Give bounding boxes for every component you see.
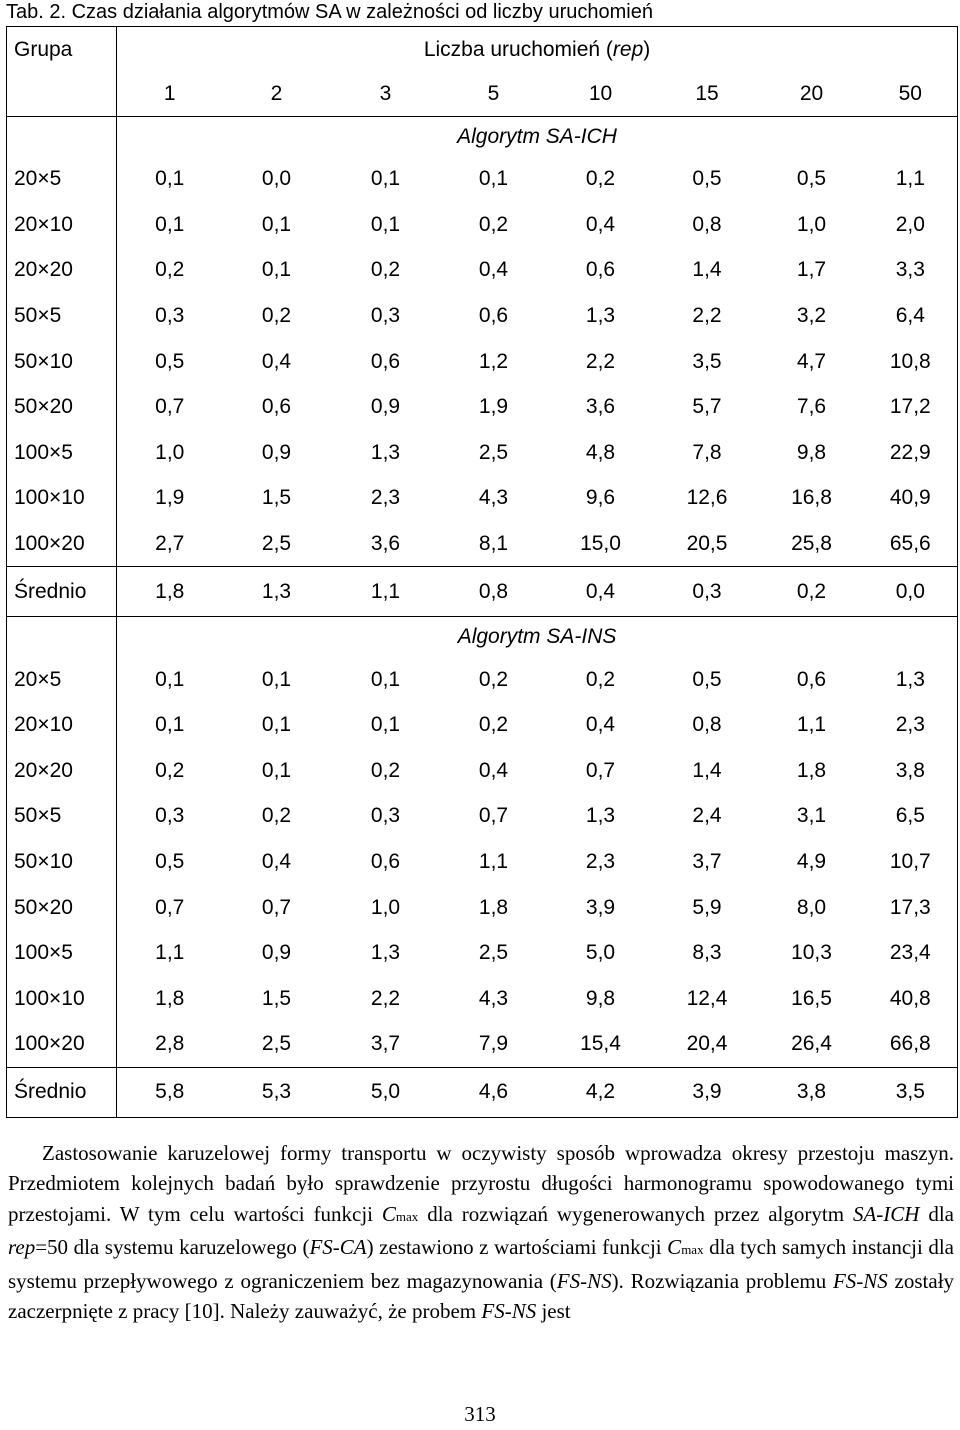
value-cell: 3,5 bbox=[692, 349, 722, 373]
value-cell: 23,4 bbox=[864, 930, 958, 976]
table-row bbox=[7, 384, 958, 430]
value-cell: 0,5 bbox=[796, 167, 827, 191]
value-cell: 0,0 bbox=[261, 167, 292, 191]
value-cell: 1,3 bbox=[585, 804, 616, 828]
average-label: Średnio bbox=[7, 567, 117, 617]
group-label: 100×10 bbox=[7, 476, 117, 522]
value-cell: 1,3 bbox=[864, 657, 958, 703]
fs-ns-label: FS-NS bbox=[832, 1268, 888, 1293]
value-cell: 1,8 bbox=[478, 895, 509, 919]
table-caption: Tab. 2. Czas działania algorytmów SA w zależności od liczby uruchomień bbox=[6, 1, 653, 23]
table-row bbox=[7, 1022, 958, 1068]
value-cell: 10,3 bbox=[791, 941, 832, 965]
group-label: 50×20 bbox=[7, 885, 117, 931]
table-row bbox=[7, 202, 958, 248]
rep-value: 50 bbox=[864, 73, 958, 117]
table-row bbox=[7, 657, 958, 703]
value-cell: 1,4 bbox=[692, 758, 722, 782]
value-cell: 0,4 bbox=[261, 850, 292, 874]
rep-value: 15 bbox=[695, 82, 719, 106]
cmax-symbol: C bbox=[667, 1235, 682, 1260]
header-row-2 bbox=[7, 73, 958, 117]
value-cell: 2,2 bbox=[585, 349, 616, 373]
value-cell: 0,1 bbox=[117, 157, 223, 203]
group-label: 20×5 bbox=[7, 657, 117, 703]
value-cell: 1,1 bbox=[864, 157, 958, 203]
value-cell: 0,7 bbox=[117, 384, 223, 430]
body-text bbox=[8, 1138, 954, 1326]
group-label: 100×5 bbox=[7, 430, 117, 476]
rep-value: 1 bbox=[117, 73, 223, 117]
table-row bbox=[7, 976, 958, 1022]
average-value: 0,3 bbox=[655, 567, 760, 617]
value-cell: 12,6 bbox=[686, 486, 728, 510]
value-cell: 3,7 bbox=[370, 1032, 401, 1056]
value-cell: 10,7 bbox=[864, 839, 958, 885]
value-cell: 0,6 bbox=[370, 850, 401, 874]
value-cell: 0,5 bbox=[692, 667, 722, 691]
value-cell: 66,8 bbox=[864, 1022, 958, 1068]
text-run: ) zestawiono z wartościami funkcji bbox=[366, 1235, 662, 1260]
group-label: 20×20 bbox=[7, 748, 117, 794]
value-cell: 3,1 bbox=[796, 804, 827, 828]
paragraph bbox=[8, 1138, 954, 1326]
group-label: 50×10 bbox=[7, 839, 117, 885]
rep-value: 2 bbox=[270, 82, 283, 106]
value-cell: 9,6 bbox=[585, 486, 616, 510]
value-cell: 1,0 bbox=[796, 212, 827, 236]
value-cell: 0,2 bbox=[585, 167, 616, 191]
value-cell: 2,3 bbox=[864, 702, 958, 748]
text-run: dla bbox=[928, 1201, 954, 1226]
value-cell: 2,2 bbox=[370, 986, 401, 1010]
algorithm-name: SA-ICH bbox=[852, 1201, 920, 1226]
value-cell: 26,4 bbox=[791, 1032, 832, 1056]
value-cell: 0,9 bbox=[261, 440, 292, 464]
average-value: 5,3 bbox=[223, 1067, 331, 1117]
value-cell: 1,0 bbox=[370, 895, 401, 919]
average-value: 0,8 bbox=[441, 567, 547, 617]
text-run: zostały zaczerpnięte z pracy [10]. Należy zauważyć, że probem bbox=[8, 1268, 955, 1324]
value-cell: 3,6 bbox=[585, 395, 616, 419]
rep-value: 5 bbox=[487, 82, 500, 106]
value-cell: 17,2 bbox=[864, 384, 958, 430]
value-cell: 0,4 bbox=[478, 258, 509, 282]
group-label: 100×5 bbox=[7, 930, 117, 976]
table-row bbox=[7, 794, 958, 840]
value-cell: 0,2 bbox=[585, 667, 616, 691]
value-cell: 5,9 bbox=[692, 895, 722, 919]
value-cell: 12,4 bbox=[686, 986, 728, 1010]
value-cell: 0,5 bbox=[117, 339, 223, 385]
value-cell: 0,3 bbox=[117, 794, 223, 840]
value-cell: 0,4 bbox=[585, 212, 616, 236]
value-cell: 0,7 bbox=[585, 758, 616, 782]
value-cell: 0,1 bbox=[370, 713, 401, 737]
value-cell: 1,5 bbox=[261, 486, 292, 510]
group-label: 20×10 bbox=[7, 702, 117, 748]
value-cell: 10,8 bbox=[864, 339, 958, 385]
value-cell: 4,7 bbox=[796, 349, 827, 373]
value-cell: 1,5 bbox=[261, 986, 292, 1010]
value-cell: 2,0 bbox=[864, 202, 958, 248]
value-cell: 0,4 bbox=[261, 349, 292, 373]
value-cell: 4,3 bbox=[478, 486, 509, 510]
average-value: 5,0 bbox=[331, 1067, 441, 1117]
rep-value: 20 bbox=[799, 82, 824, 106]
value-cell: 0,1 bbox=[261, 258, 292, 282]
value-cell: 0,6 bbox=[585, 258, 616, 282]
value-cell: 0,1 bbox=[117, 702, 223, 748]
table-row bbox=[7, 293, 958, 339]
group-spacer bbox=[7, 117, 117, 157]
average-label: Średnio bbox=[7, 1067, 117, 1117]
average-value: 3,9 bbox=[655, 1067, 760, 1117]
value-cell: 0,1 bbox=[261, 713, 292, 737]
value-cell: 0,1 bbox=[117, 657, 223, 703]
value-cell: 2,7 bbox=[117, 521, 223, 567]
average-value: 1,8 bbox=[117, 567, 223, 617]
value-cell: 2,3 bbox=[585, 850, 616, 874]
value-cell: 0,2 bbox=[261, 804, 292, 828]
fs-ns-label: FS-NS bbox=[481, 1299, 537, 1324]
group-label: 100×20 bbox=[7, 1022, 117, 1068]
value-cell: 4,9 bbox=[796, 850, 827, 874]
table-row bbox=[7, 930, 958, 976]
value-cell: 7,6 bbox=[796, 395, 827, 419]
group-header: Grupa bbox=[7, 27, 117, 73]
value-cell: 20,4 bbox=[686, 1032, 728, 1056]
value-cell: 2,5 bbox=[478, 941, 509, 965]
group-header-spacer bbox=[7, 73, 117, 117]
average-value: 3,8 bbox=[760, 1067, 864, 1117]
value-cell: 0,8 bbox=[692, 212, 722, 236]
value-cell: 0,3 bbox=[370, 304, 401, 328]
value-cell: 1,2 bbox=[478, 349, 509, 373]
value-cell: 3,9 bbox=[585, 895, 616, 919]
value-cell: 0,7 bbox=[261, 895, 292, 919]
value-cell: 3,3 bbox=[864, 248, 958, 294]
group-label: 50×20 bbox=[7, 384, 117, 430]
group-label: 100×20 bbox=[7, 521, 117, 567]
group-label: 20×20 bbox=[7, 248, 117, 294]
value-cell: 3,2 bbox=[796, 304, 827, 328]
value-cell: 16,5 bbox=[791, 986, 832, 1010]
value-cell: 0,6 bbox=[370, 349, 401, 373]
value-cell: 0,1 bbox=[261, 758, 292, 782]
value-cell: 5,7 bbox=[692, 395, 722, 419]
value-cell: 8,0 bbox=[796, 895, 827, 919]
value-cell: 0,1 bbox=[478, 167, 509, 191]
value-cell: 9,8 bbox=[585, 986, 616, 1010]
value-cell: 1,1 bbox=[117, 930, 223, 976]
value-cell: 1,0 bbox=[117, 430, 223, 476]
fs-ns-label: FS-NS bbox=[556, 1268, 612, 1293]
rep-value: 3 bbox=[379, 82, 392, 106]
text-run: jest bbox=[541, 1299, 571, 1324]
value-cell: 65,6 bbox=[864, 521, 958, 567]
page-number: 313 bbox=[464, 1402, 496, 1426]
runs-header: Liczba uruchomień (rep) bbox=[117, 27, 958, 73]
value-cell: 22,9 bbox=[864, 430, 958, 476]
text-run: dla rozwiązań wygenerowanych przez algorytm bbox=[427, 1201, 845, 1226]
text-run: Zastosowanie karuzelowej formy transportu w oczywisty sposób wprowadza okresy przestoju maszyn. Przedmiotem kolejnych badań było sprawdzenie przyrostu długości harmonogramu spowodowanego tymi przestojami. W tym celu wartości funkcji bbox=[8, 1141, 954, 1226]
value-cell: 8,1 bbox=[478, 531, 509, 555]
cmax-subscript: max bbox=[395, 1208, 419, 1224]
value-cell: 0,1 bbox=[370, 167, 401, 191]
average-value: 3,5 bbox=[864, 1067, 958, 1117]
group-label: 50×10 bbox=[7, 339, 117, 385]
average-value: 0,0 bbox=[864, 567, 958, 617]
value-cell: 1,4 bbox=[692, 258, 722, 282]
value-cell: 4,8 bbox=[585, 440, 616, 464]
value-cell: 7,8 bbox=[692, 440, 722, 464]
cmax-subscript: max bbox=[681, 1242, 704, 1258]
section-title-row bbox=[7, 617, 958, 657]
table-row bbox=[7, 248, 958, 294]
table-row bbox=[7, 885, 958, 931]
value-cell: 1,9 bbox=[117, 476, 223, 522]
average-value: 0,2 bbox=[760, 567, 864, 617]
value-cell: 0,5 bbox=[117, 839, 223, 885]
table-row bbox=[7, 339, 958, 385]
value-cell: 40,8 bbox=[864, 976, 958, 1022]
value-cell: 3,7 bbox=[692, 850, 722, 874]
header-row-1 bbox=[7, 27, 958, 73]
average-value: 0,4 bbox=[547, 567, 655, 617]
value-cell: 1,9 bbox=[478, 395, 509, 419]
value-cell: 1,1 bbox=[796, 713, 827, 737]
value-cell: 0,3 bbox=[370, 804, 401, 828]
value-cell: 8,3 bbox=[692, 941, 722, 965]
group-label: 50×5 bbox=[7, 794, 117, 840]
value-cell: 0,2 bbox=[261, 304, 292, 328]
value-cell: 0,1 bbox=[261, 212, 292, 236]
table-row bbox=[7, 476, 958, 522]
value-cell: 1,3 bbox=[585, 304, 616, 328]
value-cell: 2,3 bbox=[370, 486, 401, 510]
average-value: 4,2 bbox=[547, 1067, 655, 1117]
table-row bbox=[7, 430, 958, 476]
value-cell: 0,2 bbox=[117, 248, 223, 294]
value-cell: 0,7 bbox=[478, 804, 509, 828]
value-cell: 1,3 bbox=[370, 941, 401, 965]
value-cell: 0,1 bbox=[370, 667, 401, 691]
value-cell: 0,5 bbox=[692, 167, 722, 191]
value-cell: 0,2 bbox=[370, 258, 401, 282]
table-row bbox=[7, 157, 958, 203]
value-cell: 0,2 bbox=[370, 758, 401, 782]
value-cell: 0,7 bbox=[117, 885, 223, 931]
value-cell: 0,2 bbox=[478, 713, 509, 737]
value-cell: 0,9 bbox=[370, 395, 401, 419]
average-value: 1,1 bbox=[331, 567, 441, 617]
group-label: 50×5 bbox=[7, 293, 117, 339]
value-cell: 1,1 bbox=[478, 850, 509, 874]
value-cell: 2,8 bbox=[117, 1022, 223, 1068]
value-cell: 1,7 bbox=[796, 258, 827, 282]
group-label: 20×10 bbox=[7, 202, 117, 248]
table-row bbox=[7, 702, 958, 748]
value-cell: 3,6 bbox=[370, 531, 401, 555]
value-cell: 40,9 bbox=[864, 476, 958, 522]
section-title: Algorytm SA-ICH bbox=[117, 117, 958, 157]
fs-ca-label: FS-CA bbox=[309, 1235, 367, 1260]
value-cell: 17,3 bbox=[864, 885, 958, 931]
value-cell: 0,4 bbox=[478, 758, 509, 782]
value-cell: 9,8 bbox=[796, 440, 827, 464]
value-cell: 15,4 bbox=[580, 1032, 621, 1056]
value-cell: 15,0 bbox=[580, 531, 621, 555]
value-cell: 1,3 bbox=[370, 440, 401, 464]
text-run: ). Rozwiązania problemu bbox=[611, 1268, 827, 1293]
cmax-symbol: C bbox=[381, 1201, 396, 1226]
group-label: 20×5 bbox=[7, 157, 117, 203]
value-cell: 2,5 bbox=[478, 440, 509, 464]
results-table bbox=[6, 26, 958, 1118]
section-title-row bbox=[7, 117, 958, 157]
value-cell: 0,6 bbox=[796, 667, 827, 691]
value-cell: 2,5 bbox=[261, 531, 292, 555]
average-value: 5,8 bbox=[117, 1067, 223, 1117]
table-row bbox=[7, 748, 958, 794]
value-cell: 6,4 bbox=[864, 293, 958, 339]
text-run: =50 dla systemu karuzelowego ( bbox=[35, 1235, 310, 1260]
value-cell: 25,8 bbox=[791, 531, 832, 555]
average-value: 4,6 bbox=[441, 1067, 547, 1117]
group-label: 100×10 bbox=[7, 976, 117, 1022]
value-cell: 2,5 bbox=[261, 1032, 292, 1056]
value-cell: 0,6 bbox=[261, 395, 292, 419]
value-cell: 0,2 bbox=[117, 748, 223, 794]
value-cell: 6,5 bbox=[864, 794, 958, 840]
value-cell: 20,5 bbox=[686, 531, 728, 555]
rep-word: rep bbox=[8, 1235, 36, 1260]
value-cell: 2,4 bbox=[692, 804, 722, 828]
value-cell: 7,9 bbox=[478, 1032, 509, 1056]
value-cell: 1,8 bbox=[796, 758, 827, 782]
value-cell: 3,8 bbox=[864, 748, 958, 794]
value-cell: 0,1 bbox=[117, 202, 223, 248]
value-cell: 0,4 bbox=[585, 713, 616, 737]
value-cell: 0,3 bbox=[117, 293, 223, 339]
value-cell: 0,6 bbox=[478, 304, 509, 328]
average-row bbox=[7, 567, 958, 617]
value-cell: 0,8 bbox=[692, 713, 722, 737]
table-row bbox=[7, 521, 958, 567]
table-row bbox=[7, 839, 958, 885]
average-value: 1,3 bbox=[223, 567, 331, 617]
value-cell: 0,1 bbox=[261, 667, 292, 691]
rep-value: 10 bbox=[588, 82, 613, 106]
group-spacer bbox=[7, 617, 117, 657]
section-title: Algorytm SA-INS bbox=[117, 617, 958, 657]
value-cell: 0,1 bbox=[370, 212, 401, 236]
value-cell: 4,3 bbox=[478, 986, 509, 1010]
text-run: dla tych samych instancji dla systemu przepływowego z ograniczeniem bez magazynowania ( bbox=[8, 1235, 954, 1293]
value-cell: 1,8 bbox=[117, 976, 223, 1022]
average-row bbox=[7, 1067, 958, 1117]
value-cell: 5,0 bbox=[585, 941, 616, 965]
value-cell: 16,8 bbox=[791, 486, 832, 510]
value-cell: 0,2 bbox=[478, 667, 509, 691]
value-cell: 0,2 bbox=[478, 212, 509, 236]
value-cell: 2,2 bbox=[692, 304, 722, 328]
value-cell: 0,9 bbox=[261, 941, 292, 965]
